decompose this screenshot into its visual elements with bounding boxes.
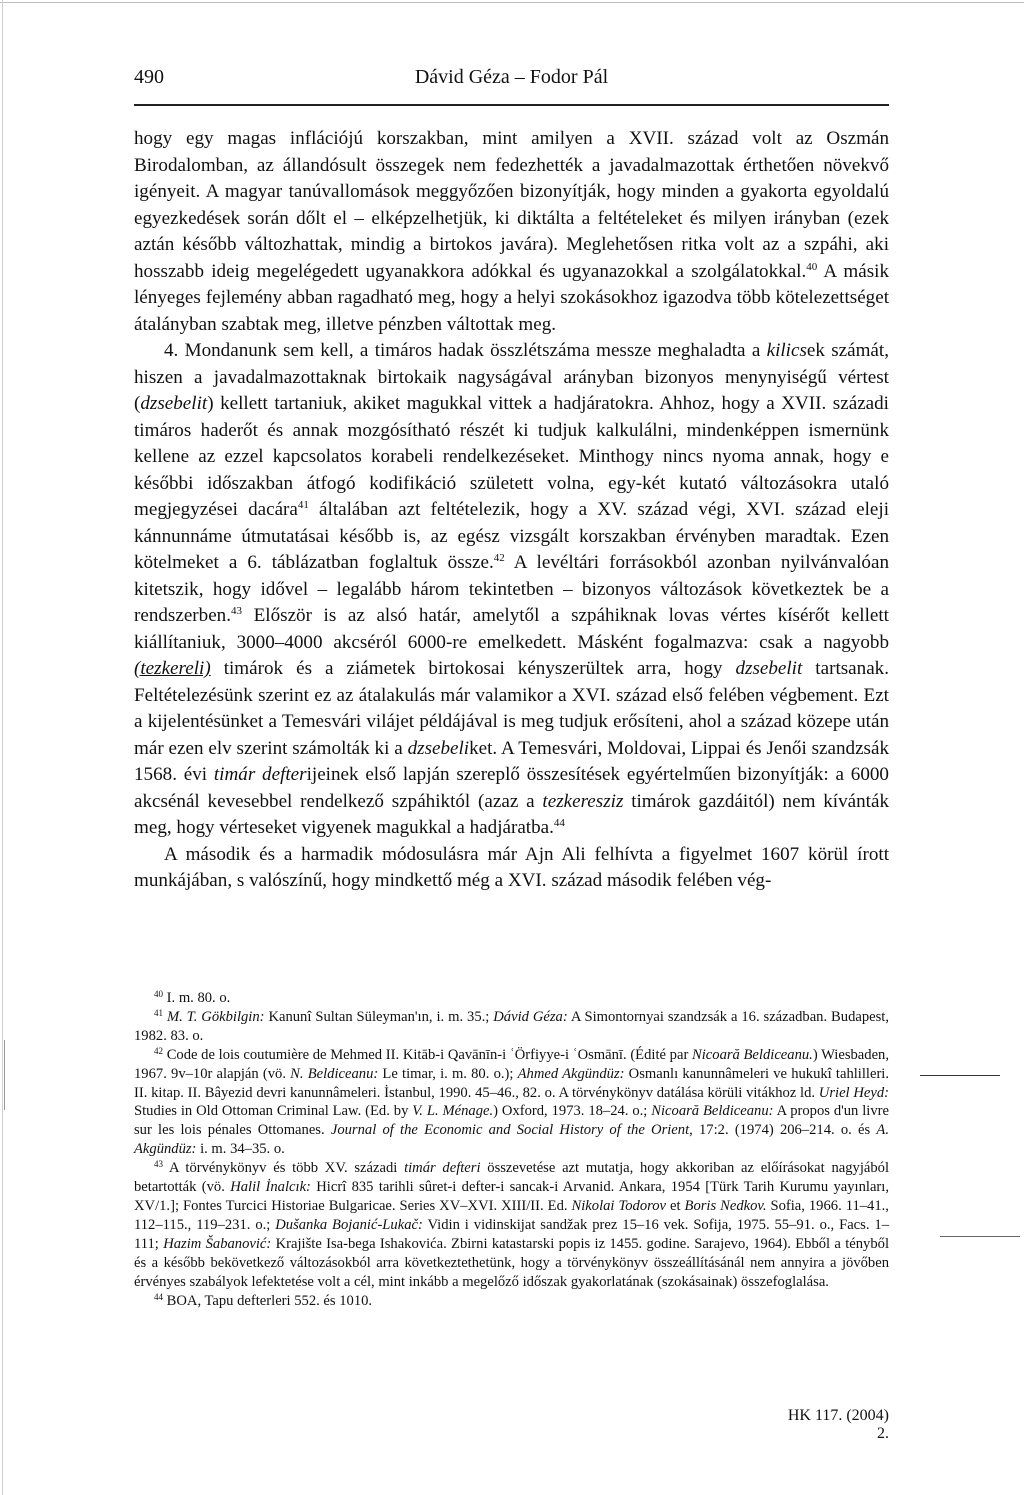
footnote-text: BOA, Tapu defterleri 552. és 1010. — [166, 1292, 373, 1309]
footnote-ref-43[interactable]: 43 — [231, 605, 243, 617]
footnote-ref-41[interactable]: 41 — [297, 499, 309, 511]
text-span: A levéltári forrásokból azonban nyilvánvalóan kitetszik, hogy idővel – legalább három tekintetben – bizonyos változások következtek be a rendszerben. — [134, 552, 889, 626]
footnote-text: et — [666, 1197, 685, 1214]
author-name: Hazim Šabanović: — [163, 1235, 272, 1252]
footnote-41 — [134, 1008, 889, 1046]
footnote-text: ) Wiesbaden, 1967. 9v–10r alapján (vö. — [134, 1046, 890, 1082]
footnote-ref-42[interactable]: 42 — [493, 552, 505, 564]
text-span: timárok és a ziámetek birtokosai kényszerültek arra, hogy — [210, 658, 736, 679]
scan-mark-right-lower — [940, 1236, 1020, 1237]
paragraph-1 — [134, 126, 889, 338]
text-span: 4. Mondanunk sem kell, a timáros hadak összlétszáma messze meghaladta a — [164, 340, 767, 361]
author-name: Halil İnalcık: — [230, 1179, 311, 1196]
author-name: Ahmed Akgündüz: — [517, 1065, 625, 1082]
text-span: általában azt feltételezik, hogy a XV. század végi, XVI. század eleji kánnunnáme útmutatásai később is, az egész vizsgált korszakban érvényben maradtak. Ezen kötelmeket a 6. táblázatban foglaltuk össze. — [134, 499, 890, 573]
italic-term: dzsebelit — [735, 658, 803, 679]
author-name: V. L. Ménage. — [412, 1103, 494, 1120]
footnote-text: Osmanlı kanunnâmeleri ve hukukî tahlilleri. II. kitap. II. Bâyezid devri kanunnâmeleri. İstanbul, 1990. 45–46., 82. o. A törvénykönyv datálása körüli vitákhoz ld. — [134, 1065, 890, 1101]
footnote-number: 42 — [154, 1045, 163, 1056]
italic-term: tezkeresziz — [542, 790, 624, 812]
scan-edge-top — [0, 2, 1024, 3]
text-span: timárok gazdáitól) nem kívánták meg, hogy vérteseket vigyenek magukkal a hadjáratba. — [134, 790, 889, 838]
footnote-text: Code de lois coutumière de Mehmed II. Kitāb-i Qavānīn-i ʿÖrfiyye-i ʿOsmānī. (Édité par — [166, 1046, 692, 1063]
author-name: M. T. Gökbilgin: — [166, 1008, 265, 1025]
body-text — [134, 126, 889, 895]
footnote-text: Vidin i vidinskijat sandžak prez 15–16 vek. Sofija, 1975. 55–91. o., Facs. 1–111; — [134, 1216, 890, 1252]
italic-term: timár defter — [213, 764, 307, 785]
text-span: ket. A Temesvári, Moldovai, Lippai és Jenői szandzsák 1568. évi — [134, 737, 890, 785]
footnote-text: 17:2. (1974) 206–214. o. és — [692, 1122, 877, 1139]
footnote-text: összevetése azt mutatja, hogy akkoriban az előírásokat nagyjából betartották (vö. — [134, 1160, 890, 1196]
author-name: A. Akgündüz: — [134, 1122, 889, 1158]
author-name: Nikolai Todorov — [571, 1197, 667, 1214]
author-name: N. Beldiceanu: — [290, 1065, 379, 1082]
footnote-text: ) Oxford, 1973. 18–24. o.; — [493, 1103, 652, 1120]
author-name: Dávid Géza: — [493, 1008, 568, 1025]
footnote-ref-44[interactable]: 44 — [553, 817, 565, 829]
italic-term: kilics — [766, 340, 807, 361]
footnote-text: Kanunî Sultan Süleyman'ın, i. m. 35.; — [264, 1008, 494, 1025]
journal-title: Journal of the Economic and Social History of the Orient, — [330, 1122, 693, 1139]
author-name: Dušanka Bojanić-Lukač: — [275, 1216, 423, 1233]
paragraph-2 — [134, 338, 889, 842]
scan-mark-left — [4, 1040, 5, 1110]
author-name: Nicoară Beldiceanu. — [692, 1046, 813, 1063]
footnotes — [134, 989, 889, 1310]
footnote-43 — [134, 1159, 889, 1291]
footnote-44 — [134, 1292, 889, 1311]
footnote-text: A propos d'un livre sur les lois pénales Ottomanes. — [134, 1103, 889, 1139]
author-name: Nicoară Beldiceanu: — [651, 1103, 774, 1120]
paragraph-3: A második és a harmadik módosulásra már Ajn Ali felhívta a figyelmet 1607 körül írott munkájában, s valószínű, hogy mindkettő még a XVI. század második felében vég- — [134, 843, 889, 891]
text-span: ijeinek első lapján szereplő összesítések egyértelműen bizonyítják: a 6000 akcsénál kevesebbel rendelkező szpáhiktól (azaz a — [134, 764, 889, 812]
text-span: A másik lényeges fejlemény abban ragadható meg, hogy a helyi szokásokhoz igazodva több kötelezettséget átalányban szabtak meg, illetve pénzben váltottak meg. — [134, 260, 889, 335]
header-rule — [134, 104, 889, 106]
footnote-text: I. m. 80. o. — [166, 990, 231, 1006]
footnote-ref-40[interactable]: 40 — [806, 260, 818, 273]
footnote-text: A törvénykönyv és több XV. századi — [168, 1160, 405, 1177]
footnote-text: i. m. 34–35. o. — [196, 1141, 285, 1158]
footnote-text: Le timar, i. m. 80. o.); — [378, 1065, 518, 1082]
scan-mark-right — [920, 1075, 1000, 1076]
footnote-42 — [134, 1046, 889, 1159]
footnote-text: A Simontornyai szandzsák a 16. században. Budapest, 1982. 83. o. — [134, 1008, 890, 1044]
footnote-40 — [134, 989, 889, 1008]
author-name: Boris Nedkov. — [684, 1197, 767, 1214]
footnote-text: Hicrî 835 tarihli sûret-i defter-i sancak-i Arvanid. Ankara, 1954 [Türk Tarih Kurumu yayınları, XV/1.]; Fontes Turcici Historiae Bulgaricae. Series XV–XVI. XIII/II. Ed. — [134, 1179, 889, 1214]
footnote-number: 41 — [154, 1007, 163, 1018]
footnote-text: Sofia, 1966. 11–41., 112–115., 119–231. o.; — [134, 1197, 889, 1233]
italic-term: (tezkereli) — [134, 658, 211, 679]
text-span: ek számát, hiszen a javadalmazottaknak birtokaik nagyságával arányban bizonyos menynyiségű vértest ( — [134, 340, 889, 414]
footnote-number: 40 — [154, 989, 163, 999]
journal-reference: HK 117. (2004) 2. — [787, 1407, 889, 1442]
footnote-text: Studies in Old Ottoman Criminal Law. (Ed. by — [134, 1103, 413, 1120]
footnote-text: Krajište Isa-bega Ishakovića. Zbirni katastarski popis iz 1455. godine. Sarajevo, 1964). Ebből a tényből és a később bekövetkező változásokból arra következtethetünk, hogy a törvénykönyv összeállításánál nem annyira a jövőben érvényes szabályok lefektetése volt a cél, mint inkább a megelőző időszak gyakorlatának (szokásainak) összefoglalása. — [134, 1235, 889, 1290]
italic-term: dzsebelit — [140, 393, 208, 414]
page-number: 490 — [134, 66, 164, 88]
italic-term: dzsebeli — [407, 737, 470, 759]
footnote-number: 44 — [154, 1291, 163, 1302]
italic-term: timár defteri — [404, 1160, 481, 1177]
footnote-number: 43 — [154, 1159, 163, 1170]
running-head: Dávid Géza – Fodor Pál — [414, 66, 609, 88]
scan-edge-left — [2, 0, 3, 1495]
text-span: ) kellett tartaniuk, akiket magukkal vittek a hadjáratokra. Ahhoz, hogy a XVII. századi timáros haderőt és annak mozgósítható részét ki tudjuk kalkulálni, mindenképpen ismernünk kellene az ezzel kapcsolatos korabeli rendelkezéseket. Minthogy nincs nyoma annak, hogy e későbbi időszakban átfogó kodifikáció született volna, egy-két kutató változásokra utaló megjegyzései dacára — [134, 393, 889, 520]
author-name: Uriel Heyd: — [818, 1084, 889, 1101]
text-span: tartsanak. Feltételezésünk szerint ez az átalakulás már valamikor a XVI. század első felében végbement. Ezt a kijelentésünket a Temesvári vilájet példájával is meg tudjuk erősíteni, ahol a század közepe után már ezen elv szerint számolták ki a — [134, 658, 889, 759]
text-span: Először is az alsó határ, amelytől a szpáhiknak lovas vértes kísérőt kellett kiállítaniuk, 3000–4000 akcséról 6000-re emelkedett. Másként fogalmazva: csak a nagyobb — [134, 605, 889, 653]
page-header — [134, 66, 889, 98]
text-span: hogy egy magas inflációjú korszakban, mint amilyen a XVII. század volt az Oszmán Birodalomban, az állandósult összegek nem fedezhették a javadalmazottak érthetően növekvő igényeit. A magyar tanúvallomások meggyőzően bizonyítják, hogy minden a gyakorta egyoldalú egyezkedések során dőlt el – elképzelhetjük, ki diktálta a feltételeket és milyen irányban (ezek aztán később változhattak, mindig a birtokos javára). Meglehetősen ritka volt az a szpáhi, aki hosszabb ideig megelégedett ugyanakkora adókkal és ugyanazokkal a szolgálatokkal. — [134, 128, 889, 282]
